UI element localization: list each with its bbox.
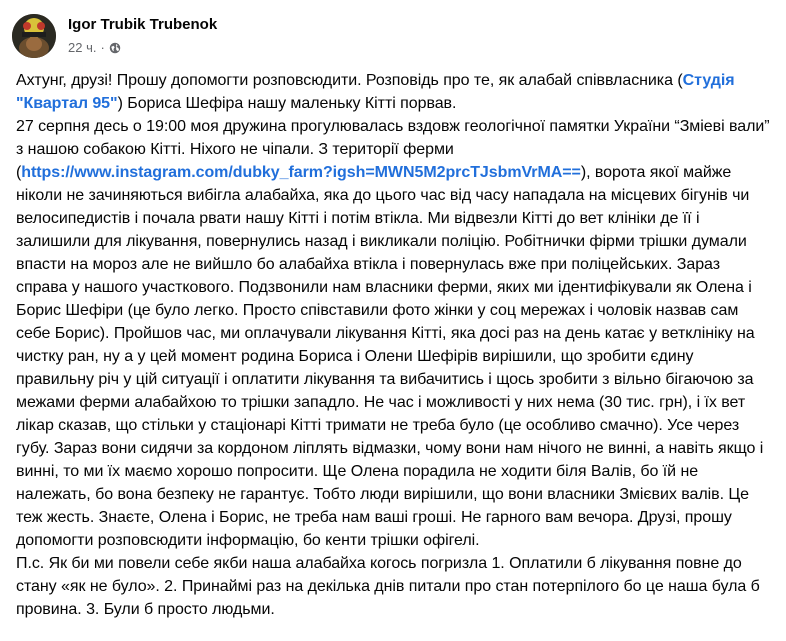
post-paragraph: [16, 69, 774, 115]
post-text-segment: Ахтунг, друзі! Прошу допомогти розповсюдити. Розповідь про те, як алабай співвласника (: [16, 72, 683, 89]
post-text-segment: ), ворота якої майже ніколи не зачиняються вибігла алабайха, яка до цього час від часу нападала на місцевих бігунів чи велосипедистів і почала рвати нашу Кітті і потім втікла. Ми відвезли Кітті до вет клініки де її і залишили для лікування, повернулись назад і викликали поліцію. Робітнички фірми трішки думали впасти на мороз але не вийшло бо алабайха втікла і повернулась вже при поліцейських. Зараз справа у нашого участкового. Подзвонили нам власники ферми, яких ми ідентифікували як Олена і Борис Шефіри (це було легко. Просто співставили фото жінки у соц мережах і чоловік назвав сам себе Борис). Пройшов час, ми оплачували лікування Кітті, яка досі раз на день катає у ветклініку на чистку ран, ну а у цей момент родина Бориса і Олени Шефірів вирішили, що зробити єдину правильну річ у цій ситуації і оплатити лікування та вибачитись і щось зробити з вільно бігаючою за межами ферми алабайхою то трішки западло. Не час і можливості у них нема (30 тис. грн), і їх вет лікар сказав, що стільки у стаціонарі Кітті тримати не треба було (це особливо смачно). Усе через губу. Зараз вони сидячи за кордоном ліплять відмазки, чому вони нам нічого не винні, а навіть якщо і винні, то ми їх маємо хорошо попросити. Ще Олена порадила не ходити біля Валів, бо їй не належать, бо вона безпеку не гарантує. Тобто люди вирішили, що вони власники Змієвих валів. Це теж жесть. Знаєте, Олена і Борис, не треба нам ваші гроші. Не гарного вам вечора. Друзі, прошу допомогти розповсюдити інформацію, бо кенти трішки офігелі.: [16, 164, 764, 549]
post-time[interactable]: 22 ч.: [68, 40, 97, 55]
author-name[interactable]: Igor Trubik Trubenok: [68, 16, 218, 33]
post-text: [16, 69, 774, 621]
meta-separator: ·: [100, 40, 105, 55]
avatar-image: [12, 14, 56, 58]
post-meta: [68, 40, 121, 55]
post-paragraph: П.с. Як би ми повели себе якби наша алабайха когось погризла 1. Оплатили б лікування повне до стану «як не було». 2. Принаймі раз на декілька днів питали про стан потерпілого бо це наша була б провина. 3. Були б просто людьми.: [16, 555, 760, 618]
avatar[interactable]: [12, 14, 56, 58]
studio-link[interactable]: Студія "Квартал 95": [16, 72, 735, 112]
post-paragraph: [16, 115, 774, 552]
post-text-segment: 27 серпня десь о 19:00 моя дружина прогулювалась вздовж геологічної памятки України “Зміеві вали” з нашою собакою Кітті. Ніхого не чіпали. З території ферми (: [16, 118, 770, 181]
globe-icon[interactable]: [109, 42, 121, 54]
post-header: [12, 12, 772, 58]
post-text-segment: ) Бориса Шефіра нашу маленьку Кітті порвав.: [117, 95, 457, 112]
instagram-link[interactable]: https://www.instagram.com/dubky_farm?igsh=MWN5M2prcTJsbmVrMA==: [21, 164, 581, 181]
